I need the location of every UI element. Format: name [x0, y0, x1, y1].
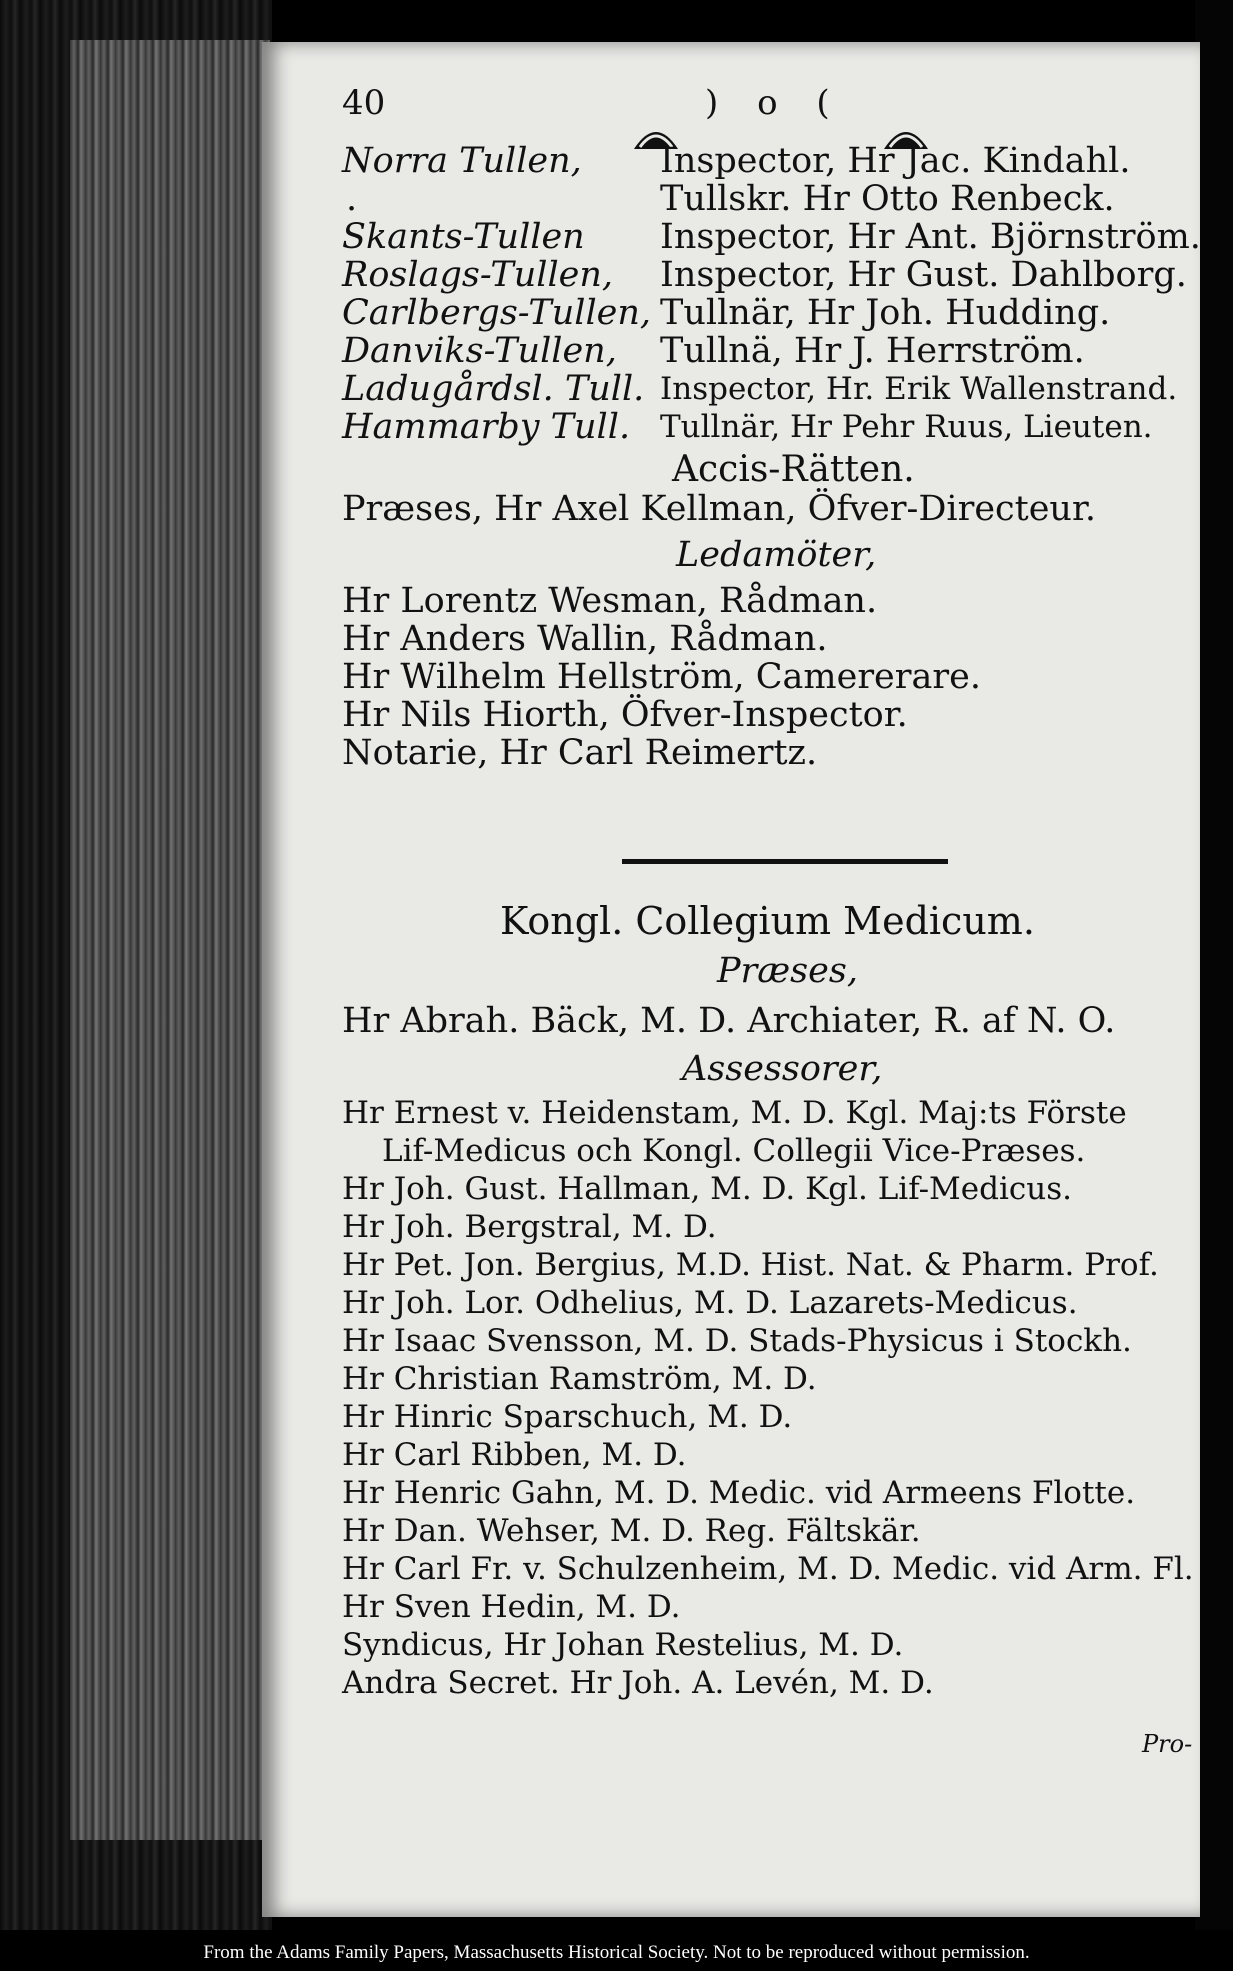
page-edges: [70, 40, 270, 1840]
assessor-line: Hr Henric Gahn, M. D. Medic. vid Armeens Flotte.: [342, 1475, 1136, 1511]
place-skants: Skants-Tullen: [342, 217, 585, 257]
place-norra: Norra Tullen,: [342, 141, 582, 181]
accis-members-heading: Ledamöter,: [676, 535, 877, 575]
page-number: 40: [342, 83, 386, 123]
accis-member: Hr Anders Wallin, Rådman.: [342, 619, 828, 659]
catchword: Pro-: [1142, 1730, 1193, 1758]
collegium-assessors-heading: Assessorer,: [682, 1049, 883, 1089]
assessor-line: Hr Hinric Sparschuch, M. D.: [342, 1399, 793, 1435]
assessor-line: Syndicus, Hr Johan Restelius, M. D.: [342, 1627, 904, 1663]
accis-member: Hr Nils Hiorth, Öfver-Inspector.: [342, 695, 908, 735]
place-carlbergs: Carlbergs-Tullen,: [342, 293, 652, 333]
officer-hammarby: Tullnär, Hr Pehr Ruus, Lieuten.: [660, 409, 1153, 445]
assessor-line: Hr Joh. Bergstral, M. D.: [342, 1209, 717, 1245]
officer-carlbergs: Tullnär, Hr Joh. Hudding.: [660, 293, 1111, 333]
assessor-line: Hr Ernest v. Heidenstam, M. D. Kgl. Maj:ts Förste: [342, 1095, 1127, 1131]
book-page: [262, 42, 1200, 1917]
ditto-mark: .: [346, 179, 358, 219]
accis-praeses: Præses, Hr Axel Kellman, Öfver-Directeur.: [342, 489, 1096, 529]
assessor-line: Hr Dan. Wehser, M. D. Reg. Fältskär.: [342, 1513, 921, 1549]
place-roslags: Roslags-Tullen,: [342, 255, 614, 295]
right-margin-shadow: [1195, 0, 1233, 1930]
place-ladugardsl: Ladugårdsl. Tull.: [342, 369, 645, 409]
assessor-line: Hr Joh. Gust. Hallman, M. D. Kgl. Lif-Medicus.: [342, 1171, 1072, 1207]
officer-ladugardsl: Inspector, Hr. Erik Wallenstrand.: [660, 371, 1178, 407]
collegium-title: Kongl. Collegium Medicum.: [500, 899, 1035, 943]
collegium-praeses-heading: Præses,: [717, 951, 858, 991]
officer-norra: Inspector, Hr Jac. Kindahl.: [660, 141, 1131, 181]
officer-roslags: Inspector, Hr Gust. Dahlborg.: [660, 255, 1187, 295]
officer-skants: Inspector, Hr Ant. Björnström.: [660, 217, 1201, 257]
assessor-line: Hr Sven Hedin, M. D.: [342, 1589, 681, 1625]
assessor-line: Andra Secret. Hr Joh. A. Levén, M. D.: [342, 1665, 934, 1701]
accis-member: Hr Lorentz Wesman, Rådman.: [342, 581, 878, 621]
section-divider: [622, 859, 948, 864]
assessor-line: Hr Carl Ribben, M. D.: [342, 1437, 687, 1473]
assessor-line: Hr Christian Ramström, M. D.: [342, 1361, 817, 1397]
accis-notarie: Notarie, Hr Carl Reimertz.: [342, 733, 818, 773]
assessor-line: Hr Isaac Svensson, M. D. Stads-Physicus i Stockh.: [342, 1323, 1132, 1359]
header-center-mark: ) o (: [705, 83, 844, 123]
accis-member: Hr Wilhelm Hellström, Camererare.: [342, 657, 981, 697]
assessor-line: Hr Carl Fr. v. Schulzenheim, M. D. Medic. vid Arm. Fl.: [342, 1551, 1194, 1587]
collegium-praeses: Hr Abrah. Bäck, M. D. Archiater, R. af N. O.: [342, 1001, 1116, 1041]
officer-danviks: Tullnä, Hr J. Herrström.: [660, 331, 1085, 371]
copyright-footer: From the Adams Family Papers, Massachusetts Historical Society. Not to be reproduced without permission.: [203, 1942, 1030, 1963]
accis-title: Accis-Rätten.: [672, 449, 915, 490]
place-danviks: Danviks-Tullen,: [342, 331, 617, 371]
assessor-line: Hr Joh. Lor. Odhelius, M. D. Lazarets-Medicus.: [342, 1285, 1078, 1321]
place-hammarby: Hammarby Tull.: [342, 407, 631, 447]
officer-norra-tullskr: Tullskr. Hr Otto Renbeck.: [660, 179, 1115, 219]
assessor-line: Lif-Medicus och Kongl. Collegii Vice-Præses.: [382, 1133, 1086, 1169]
assessor-line: Hr Pet. Jon. Bergius, M.D. Hist. Nat. & Pharm. Prof.: [342, 1247, 1159, 1283]
